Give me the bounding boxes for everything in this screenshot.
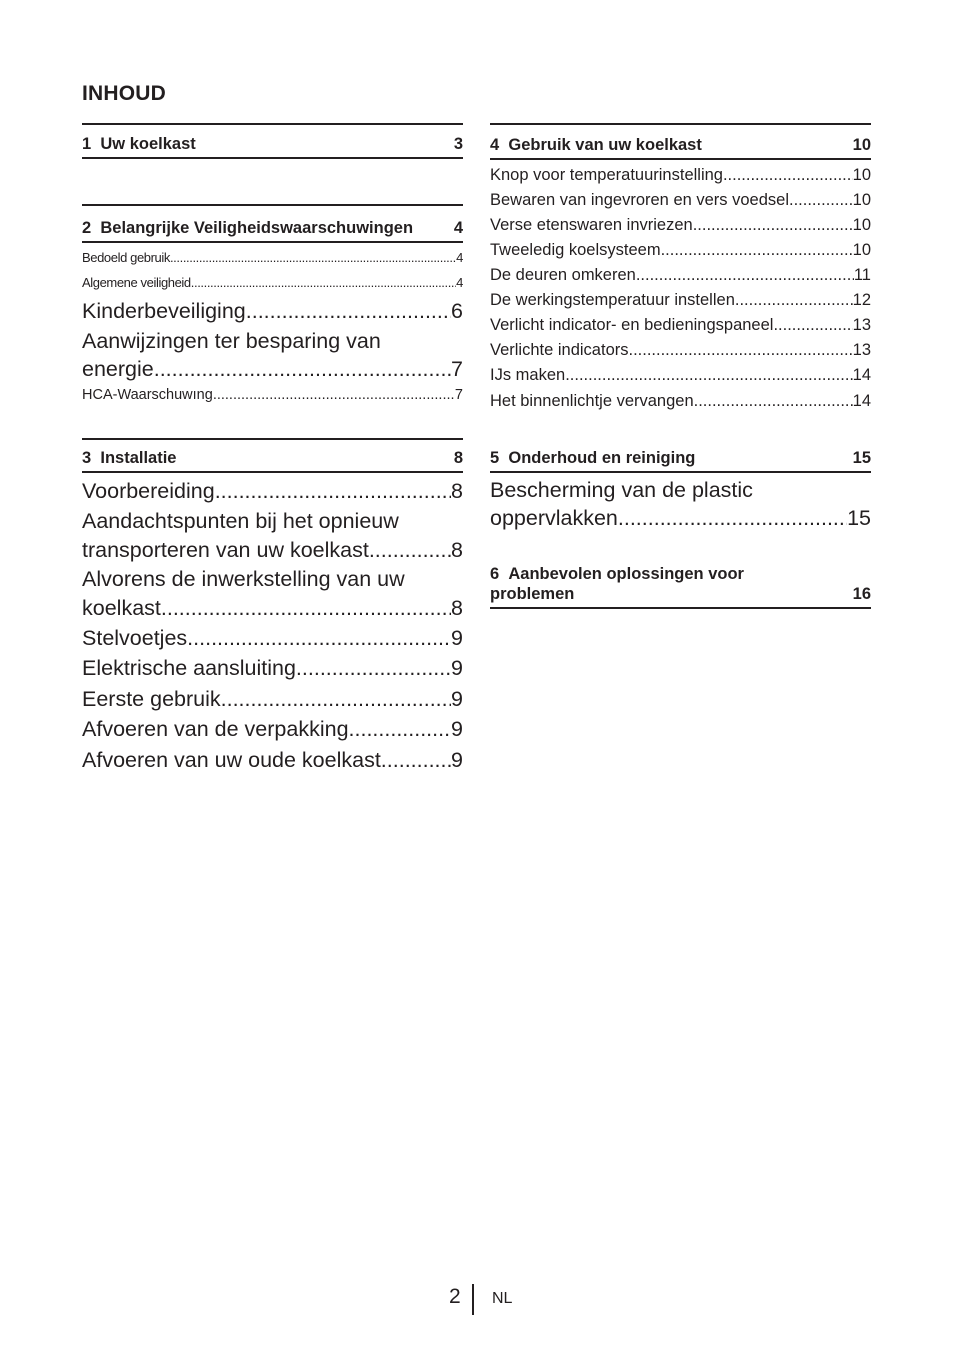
section-number: 6: [490, 565, 500, 583]
toc-entry[interactable]: Voorbereiding ..... 8: [82, 476, 463, 507]
section-title: Belangrijke Veiligheidswaarschuwingen: [100, 219, 414, 237]
toc-entry[interactable]: Verlichte indicators ..... 13: [490, 338, 871, 363]
toc-entry[interactable]: Knop voor temperatuurinstelling ..... 10: [490, 163, 871, 188]
toc-entry[interactable]: HCA-Waarschuwıng ..... 7: [82, 382, 463, 408]
section-page: 4: [453, 219, 463, 237]
section-page: 16: [852, 585, 871, 603]
toc-entry[interactable]: Stelvoetjes ..... 9: [82, 623, 463, 654]
toc-entry-wrapped[interactable]: Alvorens de inwerkstelling van uw koelkast ..... 8: [82, 565, 463, 623]
section-title-line2: problemen: [490, 585, 575, 603]
section-heading[interactable]: [490, 125, 871, 160]
toc-entry[interactable]: Algemene veiligheid ..... 4: [82, 270, 463, 295]
section-page: 15: [852, 449, 871, 467]
toc-section-5: [490, 440, 871, 531]
footer-divider: [472, 1284, 474, 1315]
section-title: Installatie: [100, 449, 177, 467]
toc-section-1: [82, 123, 463, 159]
toc-left-column: [82, 123, 463, 775]
toc-entry-wrapped[interactable]: Bescherming van de plastic oppervlakken ..... 15: [490, 476, 871, 531]
toc-entry[interactable]: Eerste gebruik ..... 9: [82, 684, 463, 715]
toc-entry[interactable]: De deuren omkeren ..... 11: [490, 263, 871, 288]
section-heading[interactable]: [82, 206, 463, 243]
section-number: 3: [82, 449, 92, 467]
section-title: Gebruik van uw koelkast: [508, 136, 702, 154]
page-number: 2: [449, 1285, 461, 1308]
toc-entry[interactable]: Tweeledig koelsysteem ..... 10: [490, 238, 871, 263]
page-title: INHOUD: [82, 82, 167, 105]
toc-entry[interactable]: Elektrische aansluiting ..... 9: [82, 653, 463, 684]
toc-entry[interactable]: Verse etenswaren invriezen ..... 10: [490, 213, 871, 238]
toc-entry[interactable]: IJs maken ..... 14: [490, 363, 871, 388]
toc-section-3: [82, 438, 463, 775]
section-title: Onderhoud en reiniging: [508, 449, 696, 467]
section-number: 4: [490, 136, 500, 154]
toc-entry[interactable]: Afvoeren van de verpakking ..... 9: [82, 714, 463, 745]
section-heading[interactable]: [490, 440, 871, 473]
section-heading[interactable]: [490, 558, 871, 609]
section-page: 8: [453, 449, 463, 467]
section-number: 1: [82, 135, 92, 153]
language-code: NL: [492, 1290, 513, 1307]
toc-right-column: [490, 123, 871, 609]
toc-section-4: [490, 123, 871, 415]
toc-entry[interactable]: Kinderbeveiliging ..... 6: [82, 295, 463, 327]
section-heading[interactable]: [82, 440, 463, 473]
toc-entry-wrapped[interactable]: Aandachtspunten bij het opnieuw transporteren van uw koelkast ..... 8: [82, 507, 463, 565]
toc-entry[interactable]: Verlicht indicator- en bedieningspaneel ..... 13: [490, 313, 871, 338]
section-page: 3: [453, 135, 463, 153]
toc-section-2: [82, 204, 463, 408]
toc-entry-wrapped[interactable]: Aanwijzingen ter besparing van energie ..... 7: [82, 327, 463, 382]
toc-entry[interactable]: De werkingstemperatuur instellen ..... 12: [490, 288, 871, 313]
toc-entry[interactable]: Bedoeld gebruik ..... 4: [82, 245, 463, 270]
section-title: Uw koelkast: [100, 135, 196, 153]
section-heading[interactable]: [82, 125, 463, 159]
section-number: 2: [82, 219, 92, 237]
toc-entry[interactable]: Afvoeren van uw oude koelkast ..... 9: [82, 745, 463, 776]
toc-entry[interactable]: Het binnenlichtje vervangen ..... 14: [490, 388, 871, 415]
toc-section-6: [490, 558, 871, 609]
section-number: 5: [490, 449, 500, 467]
section-page: 10: [852, 136, 871, 154]
toc-entry[interactable]: Bewaren van ingevroren en vers voedsel ..... 10: [490, 188, 871, 213]
section-title: Aanbevolen oplossingen voor: [508, 565, 744, 583]
